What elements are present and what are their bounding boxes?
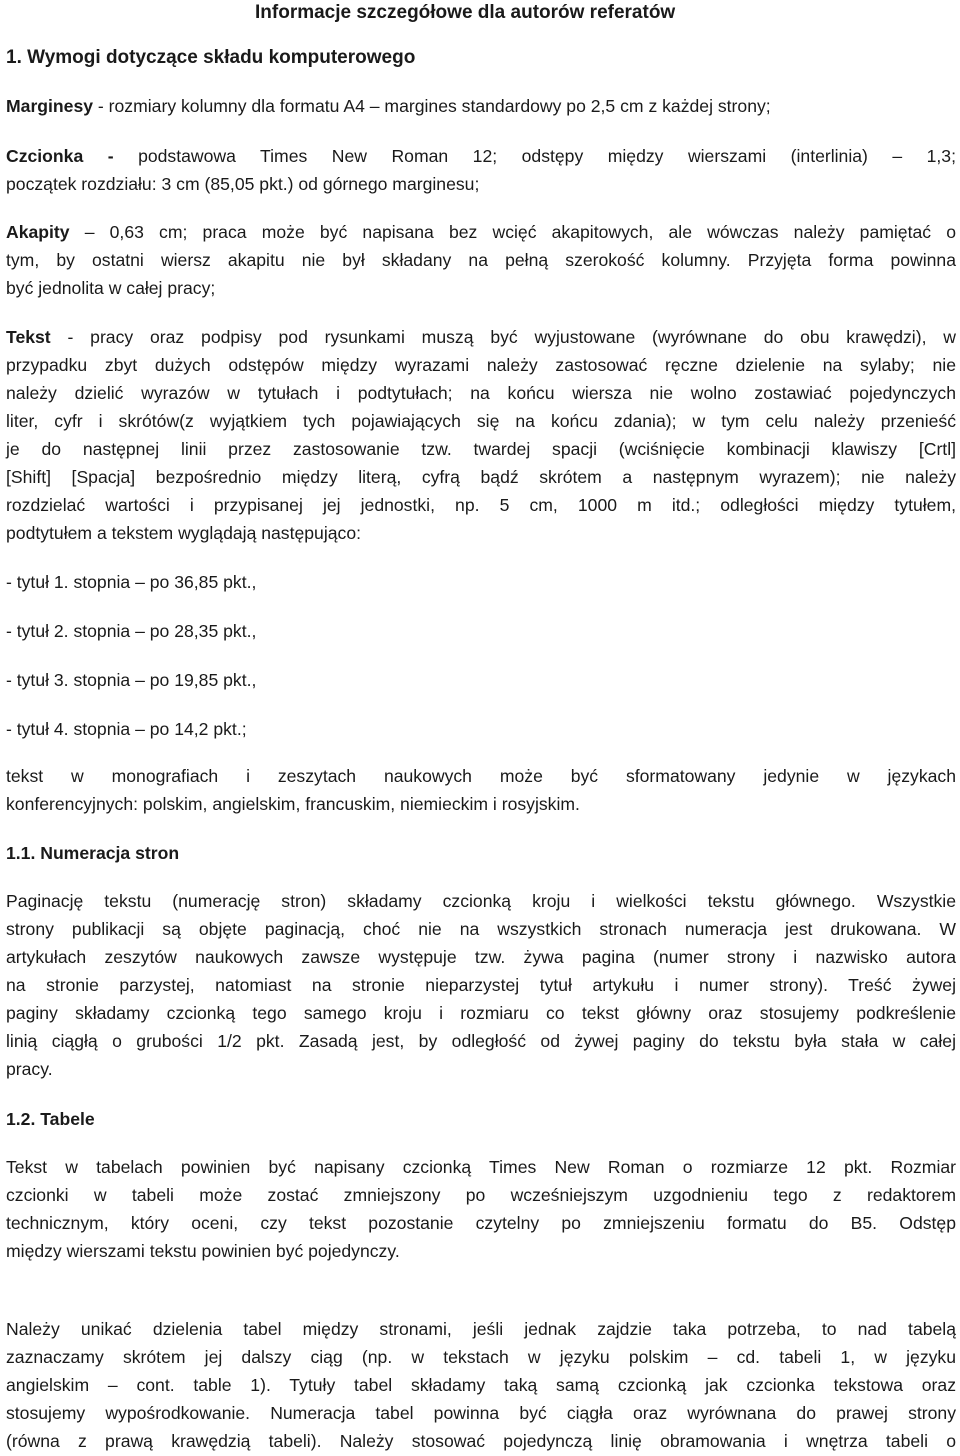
page-numbering-line-1: Paginację tekstu (numerację stron) składamy czcionką kroju i wielkości tekstu głównego. Wszystkie xyxy=(6,891,956,911)
margins-line xyxy=(6,92,956,120)
font-label: Czcionka - xyxy=(6,146,114,166)
text-rules-line-3: należy dzielić wyrazów w tytułach i podtytułach; na końcu wiersza nie wolno zostawiać pojedynczych xyxy=(6,383,956,403)
tables-p2-line-2: zaznaczamy skrótem jej dalszy ciąg (np. w tekstach w języku polskim – cd. tabeli 1, w języku xyxy=(6,1347,956,1367)
font-text-1: podstawowa Times New Roman 12; odstępy między wierszami (interlinia) – 1,3; xyxy=(113,146,956,166)
tables-p2-line-5: (równa z prawą krawędzią tabeli). Należy stosować pojedynczą linię obramowania i wnętrza tabeli o xyxy=(6,1431,956,1451)
text-rules-line-7: rozdzielać wartości i przypisanej jej jednostki, np. 5 cm, 1000 m itd.; odległości między tytułem, xyxy=(6,495,956,515)
tables-p1-line-4: między wierszami tekstu powinien być pojedynczy. xyxy=(6,1241,400,1261)
font-line-2: początek rozdziału: 3 cm (85,05 pkt.) od górnego marginesu; xyxy=(6,174,480,194)
tables-p1-line-1: Tekst w tabelach powinien być napisany czcionką Times New Roman o rozmiarze 12 pkt. Rozmiar xyxy=(6,1157,956,1177)
margins-text: - rozmiary kolumny dla formatu A4 – margines standardowy po 2,5 cm z każdej strony; xyxy=(93,96,771,116)
section-1-1-title: 1.1. Numeracja stron xyxy=(6,843,180,863)
text-rules-line-8: podtytułem a tekstem wyglądają następująco: xyxy=(6,523,362,543)
text-rules-line-6: [Shift] [Spacja] bezpośrednio między literą, cyfrą bądź skrótem a następnym wyrazem); nie należy xyxy=(6,467,956,487)
margins-label: Marginesy xyxy=(6,96,94,116)
margins-paragraph xyxy=(6,92,956,120)
tables-p1-line-2: czcionki w tabeli może zostać zmniejszony po wcześniejszym uzgodnieniu tego z redaktorem xyxy=(6,1185,956,1205)
title-level-item: - tytuł 1. stopnia – po 36,85 pkt., xyxy=(6,572,257,592)
paragraphs-line-3: być jednolita w całej pracy; xyxy=(6,278,216,298)
languages-line-1: tekst w monografiach i zeszytach naukowych może być sformatowany jedynie w językach xyxy=(6,766,956,786)
text-rules-label: Tekst xyxy=(6,327,51,347)
tables-p2-line-3: angielskim – cont. table 1). Tytuły tabel składamy taką samą czcionką jak czcionka tekstowa oraz xyxy=(6,1375,956,1395)
tables-p2-line-1: Należy unikać dzielenia tabel między stronami, jeśli jednak zajdzie taka potrzeba, to nad tabelą xyxy=(6,1319,956,1339)
page-numbering-line-4: na stronie parzystej, natomiast na stronie nieparzystej tytuł artykułu i numer strony). Treść żywej xyxy=(6,975,956,995)
section-1-2-title: 1.2. Tabele xyxy=(6,1109,95,1129)
paragraphs-paragraph xyxy=(6,218,956,302)
tables-paragraph-2 xyxy=(6,1315,956,1455)
title-level-item: - tytuł 3. stopnia – po 19,85 pkt., xyxy=(6,670,257,690)
text-rules-line-5: je do następnej linii przez zastosowanie tzw. twardej spacji (wciśnięcie kombinacji klawiszy [Crtl] xyxy=(6,439,956,459)
text-rules-line-1 xyxy=(6,323,956,351)
page-numbering-line-6: linią ciągłą o grubości 1/2 pkt. Zasadą jest, by odległość od żywej paginy do tekstu była stała w całej xyxy=(6,1031,956,1051)
font-line-1 xyxy=(6,142,956,170)
paragraphs-label: Akapity xyxy=(6,222,70,242)
section-1-title: 1. Wymogi dotyczące składu komputerowego xyxy=(6,47,416,68)
tables-p2-line-4: stosujemy wypośrodkowanie. Numeracja tabel powinna być ciągła oraz wyrównana do prawej strony xyxy=(6,1403,956,1423)
title-level-item: - tytuł 2. stopnia – po 28,35 pkt., xyxy=(6,621,257,641)
text-rules-line-4: liter, cyfr i skrótów(z wyjątkiem tych pojawiających się na końcu zdania); w tym celu należy przenieść xyxy=(6,411,956,431)
text-rules-paragraph xyxy=(6,323,956,547)
font-paragraph xyxy=(6,142,956,198)
page-numbering-paragraph xyxy=(6,887,956,1083)
tables-paragraph-1 xyxy=(6,1153,956,1265)
text-rules-text-1: - pracy oraz podpisy pod rysunkami muszą być wyjustowane (wyrównane do obu krawędzi), w xyxy=(50,327,956,347)
paragraphs-line-1 xyxy=(6,218,956,246)
title-level-item: - tytuł 4. stopnia – po 14,2 pkt.; xyxy=(6,719,247,739)
page-numbering-line-2: strony publikacji są objęte paginacją, choć nie na wszystkich stronach numeracja jest drukowana. W xyxy=(6,919,956,939)
tables-p1-line-3: technicznym, który oceni, czy tekst pozostanie czytelny po zmniejszeniu formatu do B5. Odstęp xyxy=(6,1213,956,1233)
page-numbering-line-3: artykułach zeszytów naukowych zawsze występuje tzw. żywa pagina (numer strony i nazwisko autora xyxy=(6,947,956,967)
languages-paragraph xyxy=(6,762,956,818)
paragraphs-text-1: – 0,63 cm; praca może być napisana bez wcięć akapitowych, ale wówczas należy pamiętać o xyxy=(69,222,956,242)
page-numbering-line-7: pracy. xyxy=(6,1059,53,1079)
page-numbering-line-5: paginy składamy czcionką tego samego kroju i rozmiaru co tekst główny oraz stosujemy podkreślenie xyxy=(6,1003,956,1023)
text-rules-line-2: przypadku zbyt dużych odstępów między wyrazami należy zastosować ręczne dzielenie na sylaby; nie xyxy=(6,355,956,375)
paragraphs-line-2: tym, by ostatni wiersz akapitu nie był składany na pełną szerokość kolumny. Przyjęta forma powinna xyxy=(6,250,956,270)
page-header-title: Informacje szczegółowe dla autorów referatów xyxy=(255,2,676,23)
languages-line-2: konferencyjnych: polskim, angielskim, francuskim, niemieckim i rosyjskim. xyxy=(6,794,580,814)
